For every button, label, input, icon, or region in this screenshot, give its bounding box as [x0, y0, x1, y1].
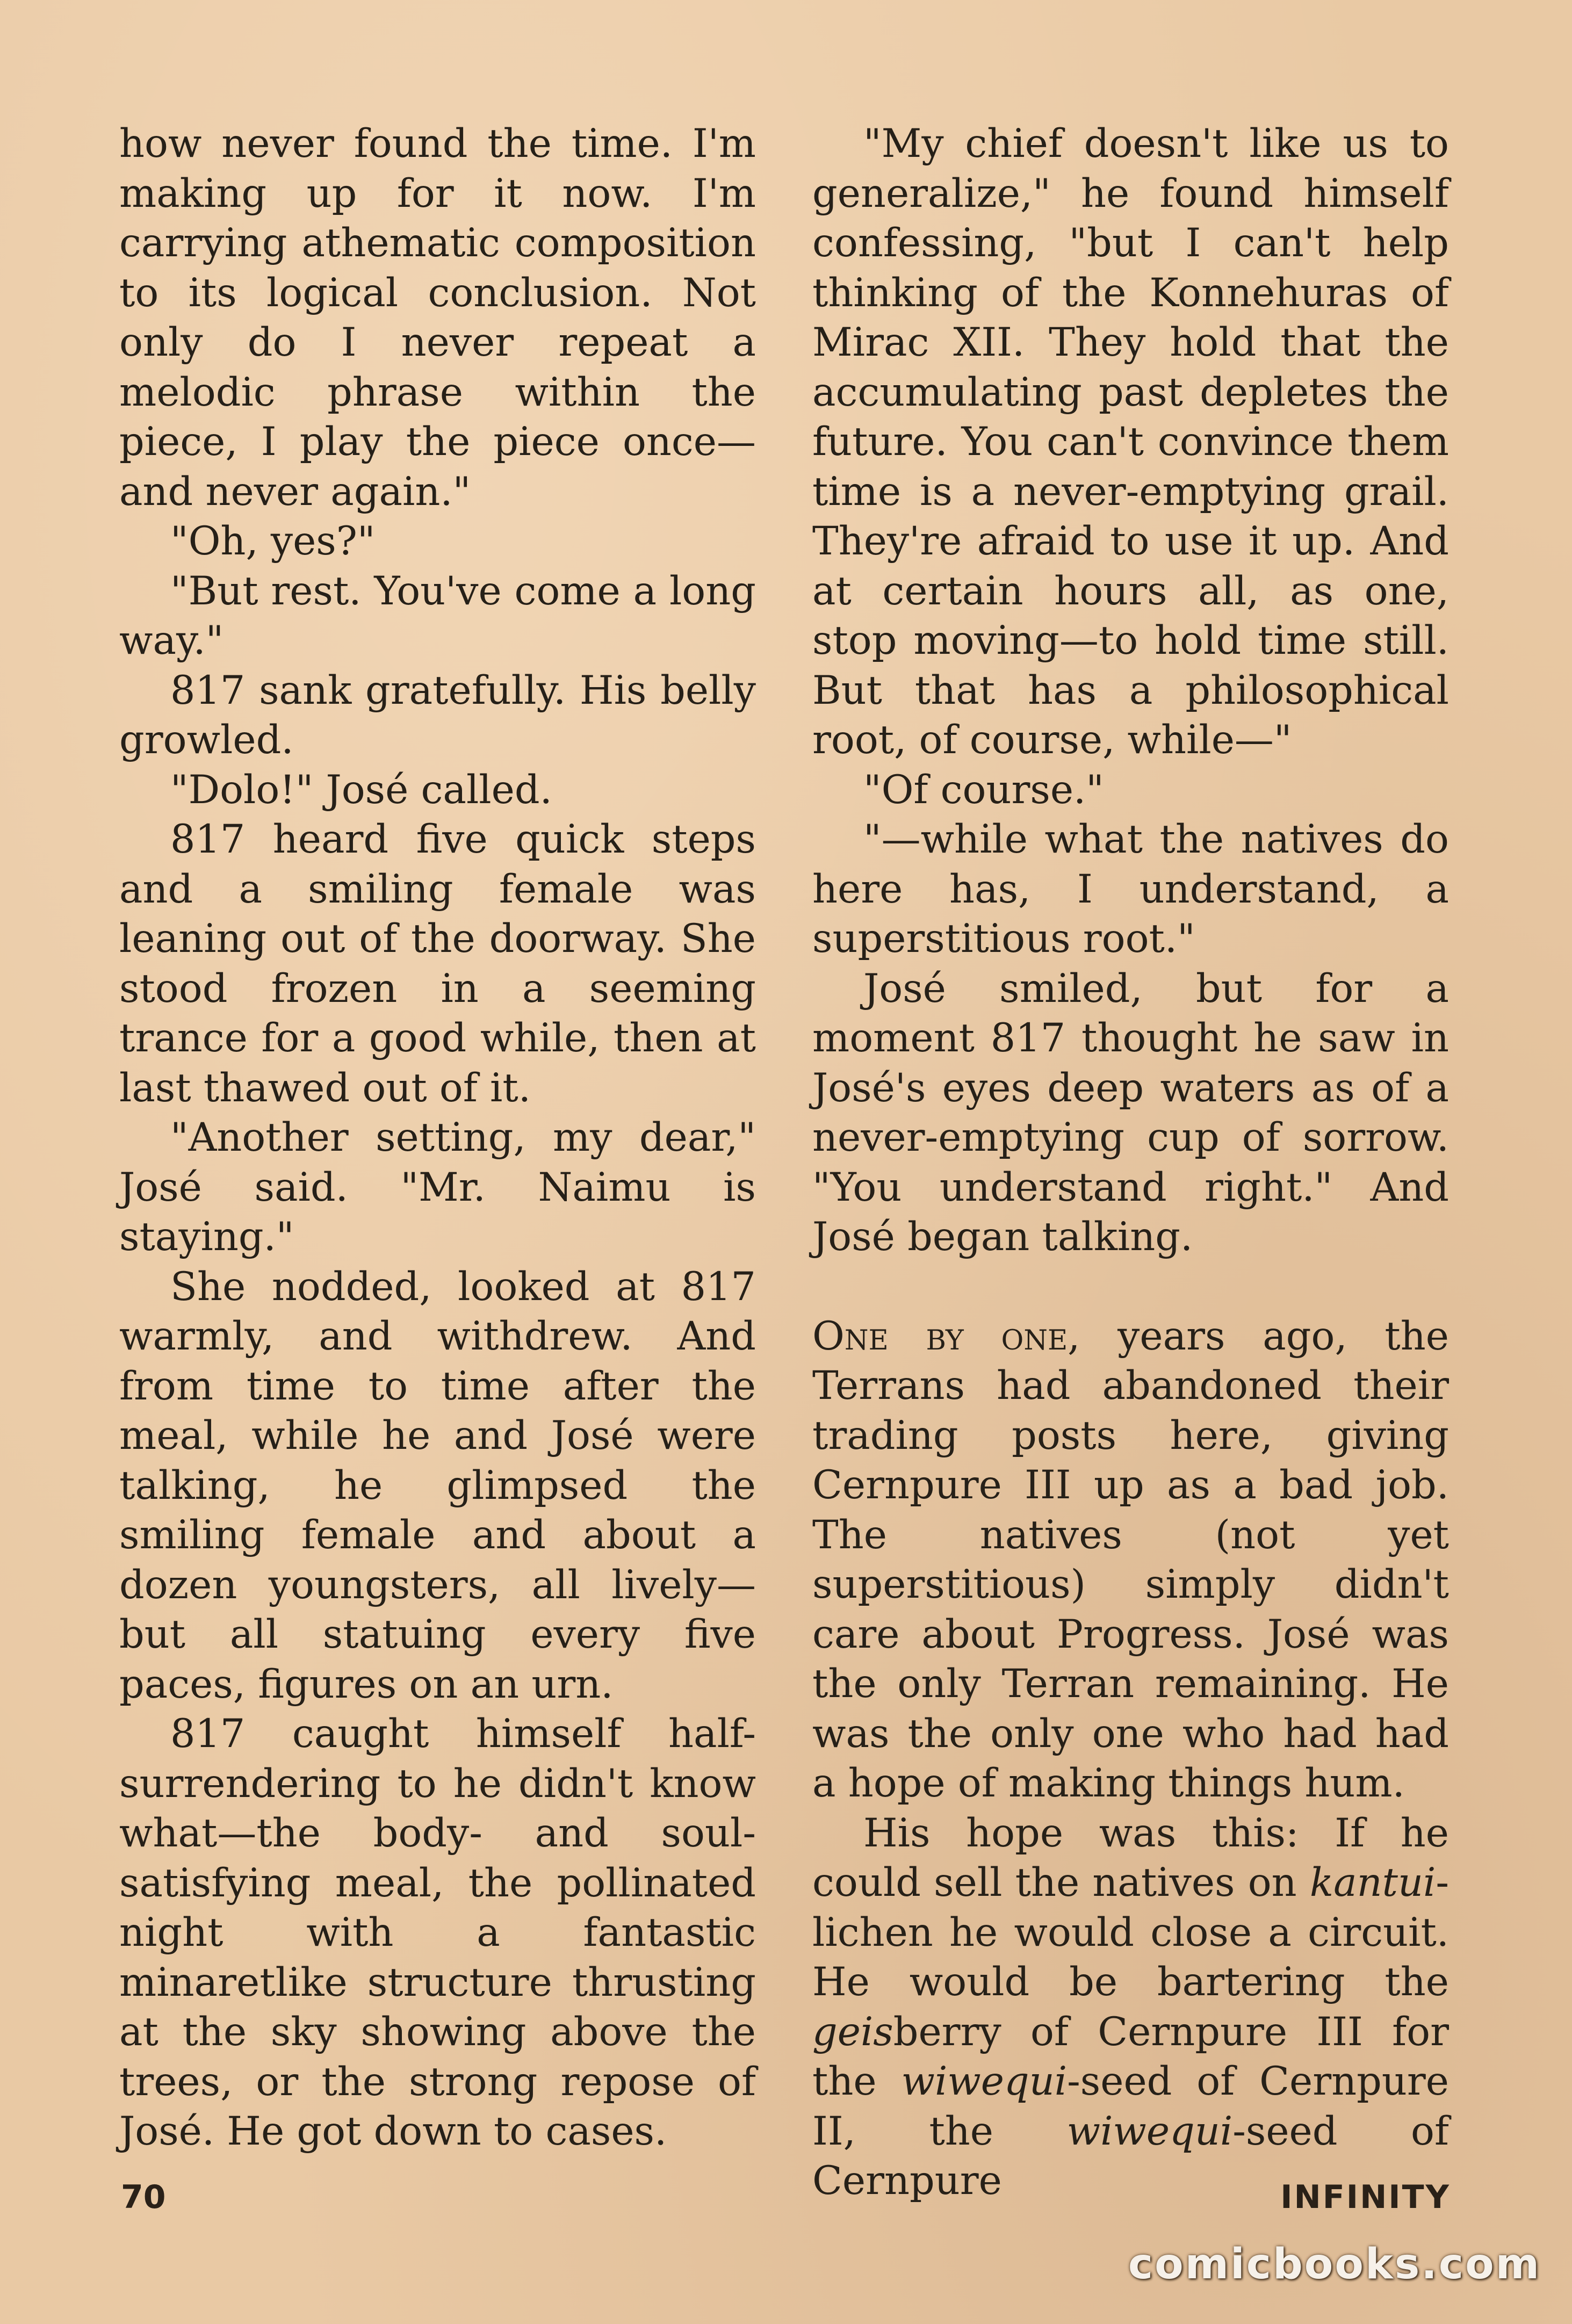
italic-term: wiwequi: [1066, 2108, 1233, 2154]
paragraph: how never found the time. I'm making up for it now. I'm carrying athematic composition to its logical conclusion. Not only do I never repeat a melodic phrase within the piece, I play the piece once—and never again.": [119, 121, 756, 515]
text-run: -lichen he would close a circuit. He would be bartering the: [812, 1860, 1449, 2005]
text-run: -seed of Cernpure: [812, 2108, 1450, 2204]
paragraph: [812, 1809, 1449, 2206]
section-paragraph: [812, 1312, 1449, 1809]
paragraph: "Another setting, my dear," José said. "Mr. Naimu is staying.": [119, 1115, 756, 1260]
paragraph: 817 caught himself half-surrendering to he didn't know what—the body- and soul-satisfying meal, the pollinated night with a fantastic minaretlike structure thrusting at the sky showing above the trees, or the strong repose of José. He got down to cases.: [119, 1711, 756, 2154]
left-text-column: [119, 119, 756, 2157]
paragraph: "Of course.": [863, 767, 1104, 813]
paragraph: "My chief doesn't like us to generalize," he found himself confessing, "but I can't help thinking of the Konnehuras of Mirac XII. They hold that the accumulating past depletes the future. You can't convince them time is a never-emptying grail. They're afraid to use it up. And at certain hours all, as one, stop moving—to hold time still. But that has a philosophical root, of course, while—": [812, 121, 1449, 763]
paragraph: "Oh, yes?": [170, 518, 376, 564]
site-watermark: comicbooks.com: [1128, 2240, 1541, 2289]
paragraph: 817 heard five quick steps and a smiling female was leaning out of the doorway. She stood frozen in a seeming trance for a good while, then at last thawed out of it.: [119, 817, 756, 1111]
section-text: years ago, the Terrans had abandoned their trading posts here, giving Cernpure III up as a bad job. The natives (not yet superstitious) simply didn't care about Progress. José was the only Terran remaining. He was the only one who had had a hope of making things hum.: [812, 1313, 1449, 1806]
paragraph: "But rest. You've come a long way.": [119, 568, 756, 663]
text-run: His hope was this: If he could sell the natives on: [812, 1810, 1449, 1906]
right-text-column: [812, 119, 1449, 2206]
italic-term: kantui: [1309, 1860, 1436, 1906]
paragraph: "—while what the natives do here has, I understand, a superstitious root.": [812, 817, 1449, 962]
paragraph: "Dolo!" José called.: [170, 767, 552, 813]
text-run: berry of Cernpure III for the: [812, 2009, 1449, 2104]
italic-term: wiwequi: [901, 2059, 1068, 2104]
section-lead-in: One by one,: [812, 1313, 1080, 1359]
paragraph: José smiled, but for a moment 817 thought he saw in José's eyes deep waters as of a never-emptying cup of sorrow. "You understand right." And José began talking.: [812, 965, 1449, 1260]
magazine-title: INFINITY: [1280, 2178, 1451, 2216]
page-number: 70: [121, 2178, 166, 2216]
text-run: -seed of Cernpure II, the: [812, 2059, 1449, 2154]
italic-term: geis: [812, 2009, 893, 2055]
paragraph: 817 sank gratefully. His belly growled.: [119, 667, 756, 763]
paragraph: She nodded, looked at 817 warmly, and withdrew. And from time to time after the meal, while he and José were talking, he glimpsed the smiling female and about a dozen youngsters, all lively—but all statuing every five paces, figures on an urn.: [119, 1264, 756, 1707]
